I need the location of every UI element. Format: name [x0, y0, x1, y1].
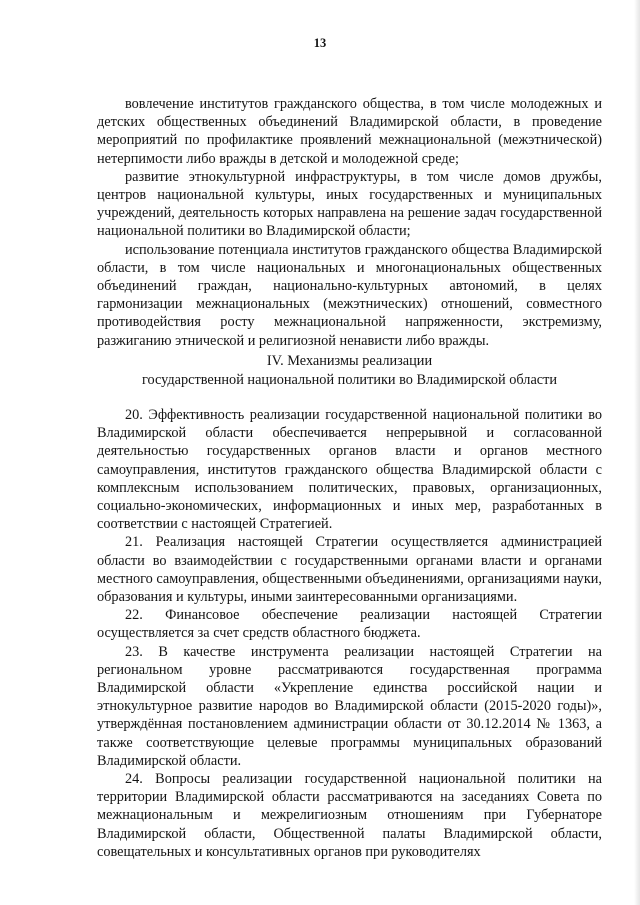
paragraph-involvement: вовлечение институтов гражданского общества, в том числе молодежных и детских общественных объединений Владимирской области, в проведение мероприятий по профилактике проявлений межнациональной (межэтнической) нетерпимости либо вражды в детской и молодежной среде;	[97, 96, 602, 167]
paragraph-20: 20. Эффективность реализации государственной национальной политики во Владимирской области обеспечивается непрерывной и согласованной деятельностью государственных органов власти и органов местного самоуправления, институтов гражданского общества Владимирской области с комплексным использованием политических, правовых, организационных, социально-экономических, информационных и иных мер, разработанных в соответствии с настоящей Стратегией.	[97, 407, 602, 533]
paragraph-24: 24. Вопросы реализации государственной национальной политики на территории Владимирской области рассматриваются на заседаниях Совета по межнациональным и межрелигиозным отношениям при Губернаторе Владимирской области, Общественной палаты Владимирской области, совещательных и консультативных органов при руководителях	[97, 771, 602, 860]
section-heading-line-1: IV. Механизмы реализации	[266, 353, 433, 369]
paragraph-infrastructure: развитие этнокультурной инфраструктуры, в том числе домов дружбы, центров национальной культуры, иных государственных и муниципальных учреждений, деятельность которых направлена на решение задач государственной национальной политики во Владимирской области;	[97, 168, 602, 240]
page-number: 13	[313, 36, 327, 50]
top-text-block	[97, 95, 602, 350]
paragraph-23: 23. В качестве инструмента реализации настоящей Стратегии на региональном уровне рассматриваются государственная программа Владимирской области «Укрепление единства российской нации и этнокультурное развитие народов во Владимирской области (2015-2020 годы)», утверждённая постановлением администрации области от 30.12.2014 № 1363, а также соответствующие целевые программы муниципальных образований Владимирской области.	[97, 643, 602, 769]
paragraph-21: 21. Реализация настоящей Стратегии осуществляется администрацией области во взаимодействии с государственными органами власти и органами местного самоуправления, общественными объединениями, организациями науки, образования и культуры, иными заинтересованными организациями.	[97, 534, 602, 606]
bottom-text-block	[97, 406, 602, 861]
paragraph-civil-society: использование потенциала институтов гражданского общества Владимирской области, в том числе национальных и многонациональных общественных объединений граждан, национально-культурных автономий, в целях гармонизации межнациональных (межэтнических) отношений, совместного противодействия росту межнациональной напряженности, экстремизму, разжиганию этнической и религиозной ненависти либо вражды.	[97, 241, 602, 349]
section-heading-line-2: государственной национальной политики во Владимирской области	[141, 371, 558, 388]
section-heading	[97, 352, 602, 389]
scan-edge-shadow	[634, 0, 640, 905]
paragraph-22: 22. Финансовое обеспечение реализации настоящей Стратегии осуществляется за счет средств областного бюджета.	[97, 607, 602, 642]
